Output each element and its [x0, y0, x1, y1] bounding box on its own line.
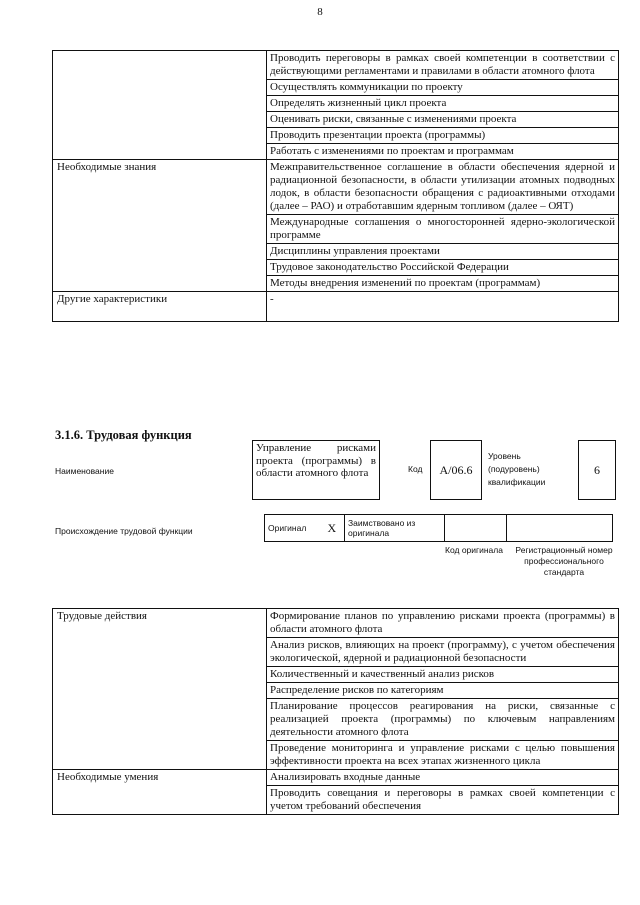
level-value-box — [578, 440, 616, 500]
original-mark: X — [325, 515, 345, 542]
table-cell: Трудовое законодательство Российской Федерации — [267, 260, 619, 276]
row-label: Необходимые умения — [53, 770, 267, 815]
table-cell: - — [267, 292, 619, 322]
original-label: Оригинал — [265, 515, 325, 542]
reg-number-caption: Регистрационный номер профессионального стандарта — [515, 545, 613, 577]
table-cell: Методы внедрения изменений по проектам (программам) — [267, 276, 619, 292]
table-row — [53, 160, 619, 215]
origin-table — [264, 514, 613, 542]
table-cell: Межправительственное соглашение в области обеспечения ядерной и радиационной безопасности, в области утилизации атомных подводных лодок, в области безопасности обращения с радиоактивными отходами (далее – РАО) и отработавшим ядерным топливом (далее – ОЯТ) — [267, 160, 619, 215]
table-row — [53, 51, 619, 80]
table-cell: Осуществлять коммуникации по проекту — [267, 80, 619, 96]
function-name-box: Управление рисками проекта (программы) в области атомного флота — [252, 440, 380, 500]
table-cell: Проводить переговоры в рамках своей компетенции в соответствии с действующими регламентами и правилами в области атомного флота — [267, 51, 619, 80]
knowledge-table — [52, 50, 619, 322]
table-row — [53, 609, 619, 638]
row-label — [53, 51, 267, 160]
row-label: Трудовые действия — [53, 609, 267, 770]
level-label: Уровень (подуровень) квалификации — [488, 451, 546, 487]
table-cell: Работать с изменениями по проектам и программам — [267, 144, 619, 160]
table-cell: Распределение рисков по категориям — [267, 683, 619, 699]
borrowed-label: Заимствовано из оригинала — [345, 515, 445, 542]
section-title: 3.1.6. Трудовая функция — [55, 428, 192, 442]
table-cell: Анализ рисков, влияющих на проект (программу), с учетом обеспечения экологической, ядерной и радиационной безопасности — [267, 638, 619, 667]
table-cell: Проведение мониторинга и управление рисками с целью повышения эффективности проекта на всех этапах жизненного цикла — [267, 741, 619, 770]
table-cell: Международные соглашения о многосторонней ядерно-экологической программе — [267, 215, 619, 244]
table-row — [53, 292, 619, 322]
row-label: Другие характеристики — [53, 292, 267, 322]
page-number: 8 — [317, 6, 323, 18]
table-cell: Дисциплины управления проектами — [267, 244, 619, 260]
row-label: Необходимые знания — [53, 160, 267, 292]
table-cell: Проводить презентации проекта (программы) — [267, 128, 619, 144]
table-cell: Планирование процессов реагирования на риски, связанные с реализацией проекта (программы) по ключевым направлениям деятельности атомного флота — [267, 699, 619, 741]
table-cell: Определять жизненный цикл проекта — [267, 96, 619, 112]
original-code-cell — [445, 515, 507, 542]
table-cell: Проводить совещания и переговоры в рамках своей компетенции с учетом требований обеспечения — [267, 786, 619, 815]
table-cell: Количественный и качественный анализ рисков — [267, 667, 619, 683]
name-label: Наименование — [55, 466, 114, 476]
code-value-box — [430, 440, 482, 500]
reg-number-cell — [507, 515, 613, 542]
origin-label: Происхождение трудовой функции — [55, 526, 193, 536]
code-label: Код — [408, 464, 423, 474]
level-value: 6 — [594, 462, 600, 477]
code-value: А/06.6 — [439, 462, 473, 477]
table-cell: Оценивать риски, связанные с изменениями проекта — [267, 112, 619, 128]
table-row — [53, 770, 619, 786]
orig-code-caption: Код оригинала — [445, 545, 503, 555]
actions-table — [52, 608, 619, 815]
table-cell: Анализировать входные данные — [267, 770, 619, 786]
table-cell: Формирование планов по управлению рисками проекта (программы) в области атомного флота — [267, 609, 619, 638]
